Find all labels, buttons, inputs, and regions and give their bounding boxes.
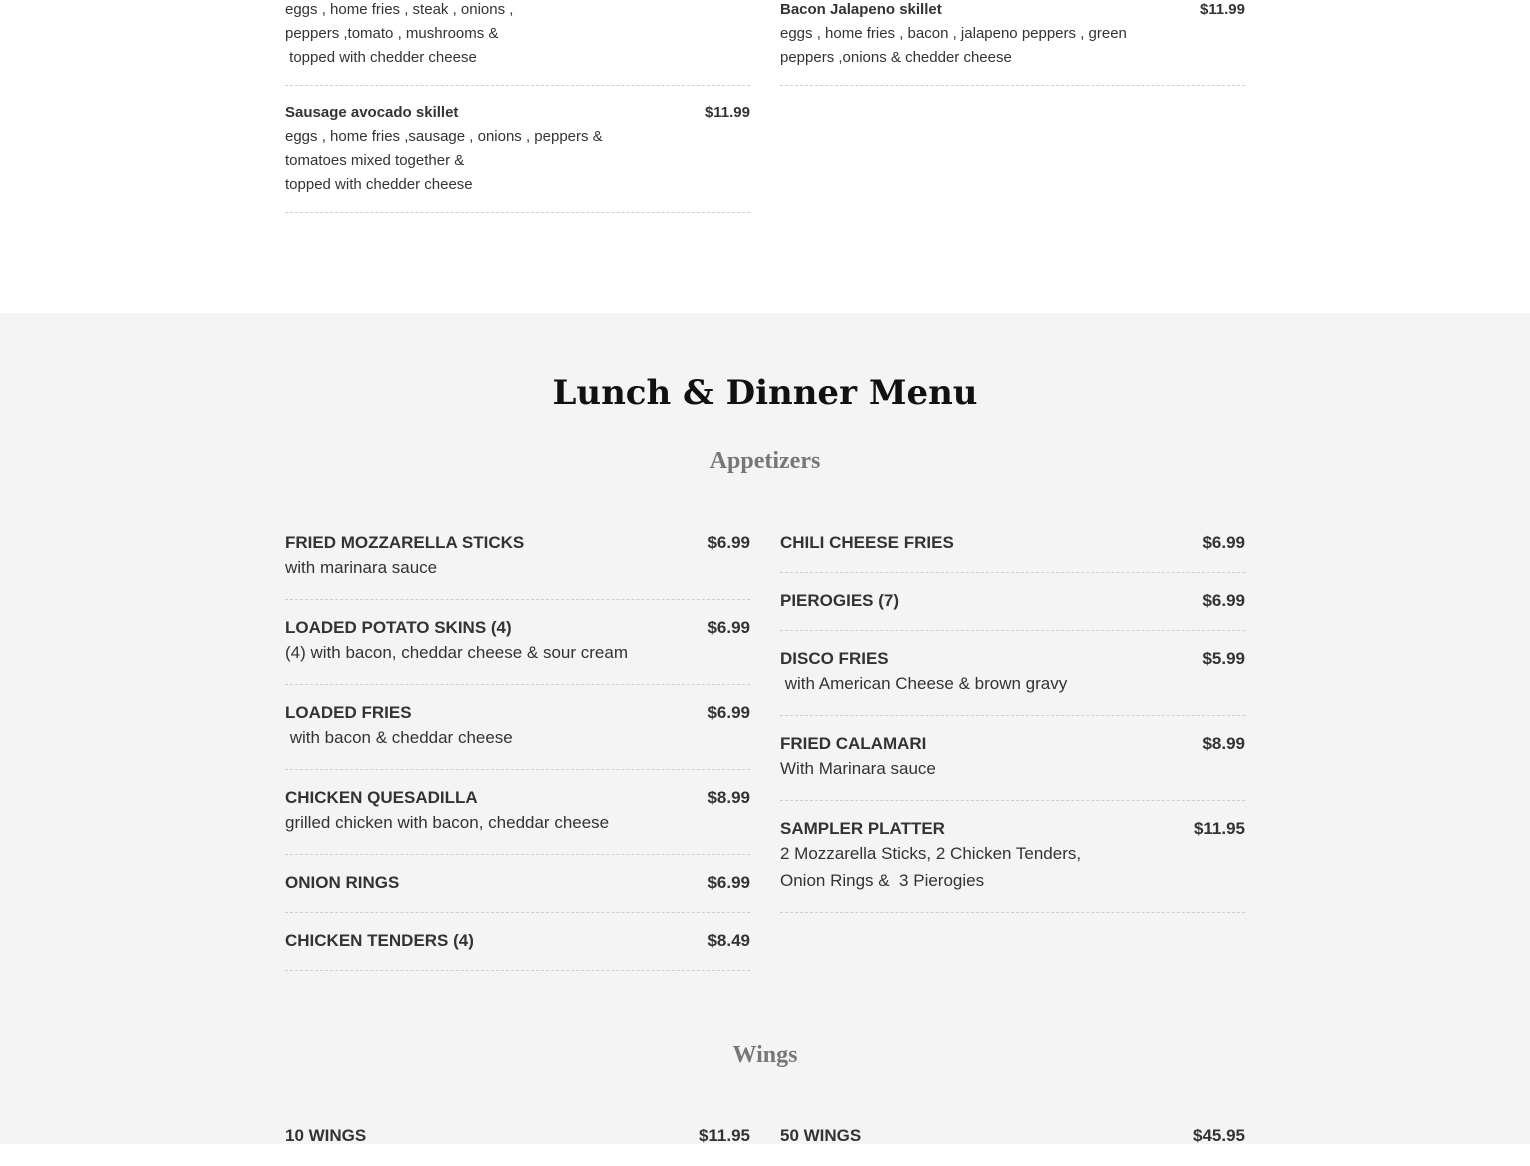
menu-item: [780, 648, 1245, 716]
item-price: $11.95: [698, 1126, 750, 1145]
item-name: FRIED MOZZARELLA STICKS: [285, 533, 525, 552]
menu-title: Lunch & Dinner Menu: [552, 373, 978, 413]
breakfast-section: [0, 0, 1530, 313]
item-price: $8.49: [707, 931, 750, 950]
item-description: eggs , home fries ,sausage , onions , peppers & tomatoes mixed together & topped with chedder cheese: [285, 128, 603, 193]
wings-title: Wings: [732, 1042, 798, 1068]
menu-item: [780, 532, 1245, 573]
item-price: $6.99: [707, 873, 750, 892]
item-name: 50 WINGS: [780, 1126, 862, 1145]
menu-item: [780, 590, 1245, 631]
menu-item: [780, 1125, 1245, 1166]
item-name: CHICKEN QUESADILLA: [285, 788, 478, 807]
item-description: (4) with bacon, cheddar cheese & sour cream: [285, 643, 629, 662]
appetizers-title: Appetizers: [709, 448, 821, 474]
item-price: $8.99: [1202, 734, 1245, 753]
menu-item: [285, 1125, 750, 1166]
item-name: FRIED CALAMARI: [780, 734, 927, 753]
menu-item: [780, 733, 1245, 801]
item-description: with American Cheese & brown gravy: [780, 674, 1068, 693]
item-price: $45.95: [1193, 1126, 1245, 1145]
menu-item: [285, 0, 750, 86]
item-price: $6.99: [707, 703, 750, 722]
item-name: DISCO FRIES: [780, 649, 889, 668]
item-price: $11.95: [1193, 819, 1245, 838]
item-name: LOADED FRIES: [285, 703, 412, 722]
menu-item: [285, 702, 750, 770]
item-price: $6.99: [707, 618, 750, 637]
item-price: $5.99: [1202, 649, 1245, 668]
item-price: $6.99: [1202, 591, 1245, 610]
menu-item: [285, 617, 750, 685]
menu-item: [285, 103, 750, 213]
menu-item: [285, 532, 750, 600]
menu-item: [285, 930, 750, 971]
item-description: grilled chicken with bacon, cheddar cheese: [285, 813, 610, 832]
item-name: LOADED POTATO SKINS (4): [285, 618, 512, 637]
item-name: Sausage avocado skillet: [285, 104, 459, 121]
item-name: 10 WINGS: [285, 1126, 367, 1145]
item-description: with bacon & cheddar cheese: [285, 728, 513, 747]
item-description: 2 Mozzarella Sticks, 2 Chicken Tenders, Onion Rings & 3 Pierogies: [780, 844, 1082, 890]
item-price: $11.99: [1199, 1, 1245, 18]
item-name: CHICKEN TENDERS (4): [285, 931, 474, 950]
item-description: eggs , home fries , steak , onions , peppers ,tomato , mushrooms & topped with chedder cheese: [285, 1, 514, 66]
item-name: Bacon Jalapeno skillet: [780, 1, 942, 18]
item-price: $6.99: [1202, 533, 1245, 552]
menu-item: [780, 818, 1245, 913]
item-description: eggs , home fries , bacon , jalapeno peppers , green peppers ,onions & chedder cheese: [780, 25, 1127, 66]
menu-item: [285, 787, 750, 855]
item-name: SAMPLER PLATTER: [780, 819, 945, 838]
item-price: $8.99: [707, 788, 750, 807]
item-name: CHILI CHEESE FRIES: [780, 533, 954, 552]
lunch-dinner-section: [0, 313, 1530, 1144]
item-name: PIEROGIES (7): [780, 591, 900, 610]
item-price: $11.99: [704, 104, 750, 121]
menu-item: [780, 0, 1245, 86]
menu-item: [285, 872, 750, 913]
item-description: With Marinara sauce: [780, 759, 936, 778]
item-price: $6.99: [707, 533, 750, 552]
item-name: ONION RINGS: [285, 873, 400, 892]
item-description: with marinara sauce: [285, 558, 438, 577]
